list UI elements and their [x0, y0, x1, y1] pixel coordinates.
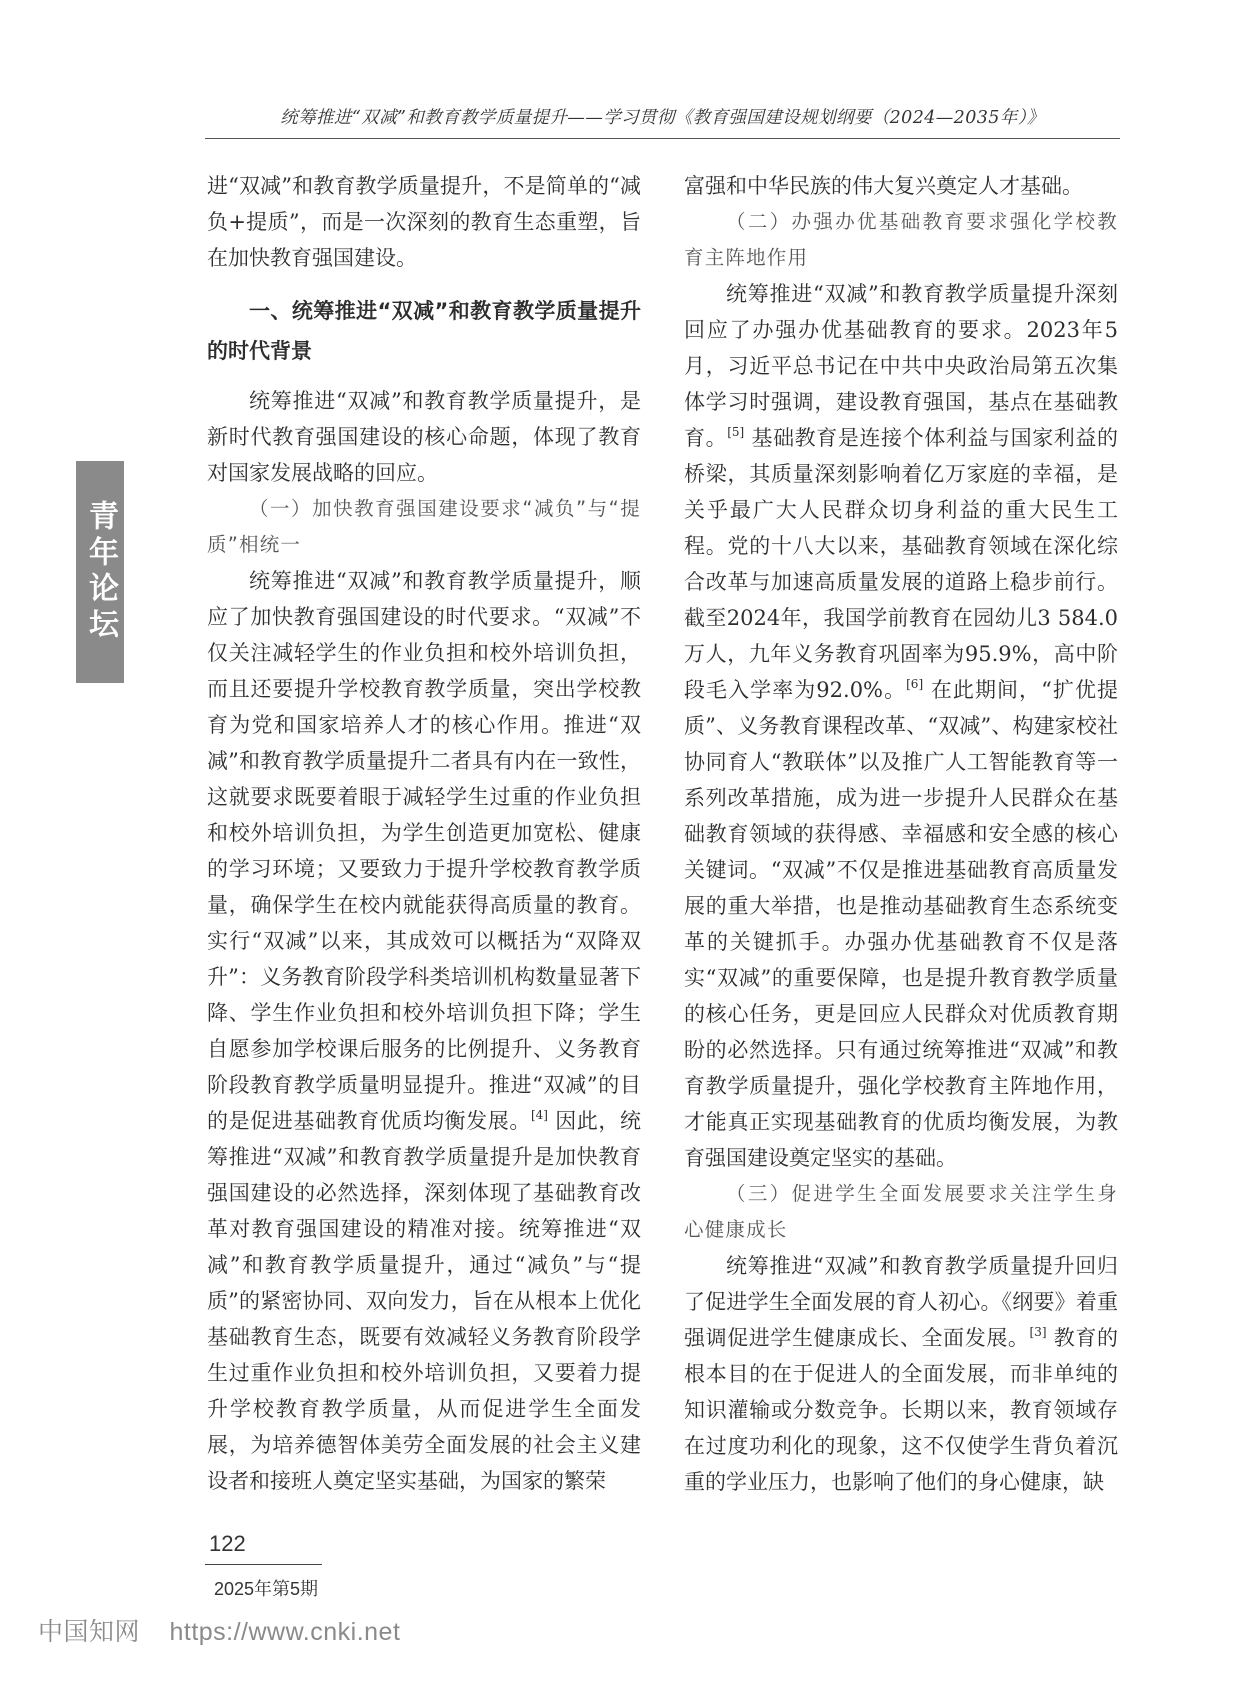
paragraph-text: 统筹推进“双减”和教育教学质量提升深刻回应了办强办优基础教育的要求。2023年5月，习近平总书记在中共中央政治局第五次集体学习时强调，建设教育强国，基点在基础教育。: [684, 282, 1118, 450]
citation-marker: [5]: [727, 425, 745, 439]
paragraph-text: 因此，统筹推进“双减”和教育教学质量提升是加快教育强国建设的必然选择，深刻体现了基础教育改革对教育强国建设的精准对接。统筹推进“双减”和教育教学质量提升，通过“减负”与“提质”的紧密协同、双向发力，旨在从根本上优化基础教育生态，既要有效减轻义务教育阶段学生过重作业负担和校外培训负担，又要着力提升学校教育教学质量，从而促进学生全面发展，为培养德智体美劳全面发展的社会主义建设者和接班人奠定坚实基础，为国家的繁荣: [207, 1109, 641, 1493]
issue-label: 2025年第5期: [214, 1579, 319, 1599]
left-column: [207, 168, 641, 1499]
header-rule: [205, 138, 1120, 139]
section-side-tab: [76, 461, 124, 683]
paragraph-text: 统筹推进“双减”和教育教学质量提升，顺应了加快教育强国建设的时代要求。“双减”不仅关注减轻学生的作业负担和校外培训负担，而且还要提升学校教育教学质量，突出学校教育为党和国家培养人才的核心作用。推进“双减”和教育教学质量提升二者具有内在一致性，这就要求既要着眼于减轻学生过重的作业负担和校外培训负担，为学生创造更加宽松、健康的学习环境；又要致力于提升学校教育教学质量，确保学生在校内就能获得高质量的教育。实行“双减”以来，其成效可以概括为“双降双升”：义务教育阶段学科类培训机构数量显著下降、学生作业负担和校外培训负担下降；学生自愿参加学校课后服务的比例提升、义务教育阶段教育教学质量明显提升。推进“双减”的目的是促进基础教育优质均衡发展。: [207, 569, 641, 1133]
body-paragraph: 统筹推进“双减”和教育教学质量提升，是新时代教育强国建设的核心命题，体现了教育对国家发展战略的回应。: [207, 389, 641, 485]
right-column: [684, 168, 1118, 1500]
watermark-url: https://www.cnki.net: [169, 1618, 401, 1646]
footer-rule: [205, 1564, 322, 1565]
intro-paragraph: 进“双减”和教育教学质量提升，不是简单的“减负+提质”，而是一次深刻的教育生态重塑，旨在加快教育强国建设。: [207, 174, 641, 270]
subsection-heading: （一）加快教育强国建设要求“减负”与“提质”相统一: [207, 497, 641, 556]
paragraph-text: 教育的根本目的在于促进人的全面发展，而非单纯的知识灌输或分数竞争。长期以来，教育领域存在过度功利化的现象，这不仅使学生背负着沉重的学业压力，也影响了他们的身心健康，缺: [684, 1326, 1118, 1494]
citation-marker: [3]: [1029, 1325, 1047, 1339]
paragraph-text: 在此期间，“扩优提质”、义务教育课程改革、“双减”、构建家校社协同育人“教联体”以及推广人工智能教育等一系列改革措施，成为进一步提升人民群众在基础教育领域的获得感、幸福感和安全感的核心关键词。“双减”不仅是推进基础教育高质量发展的重大举措，也是推动基础教育生态系统变革的关键抓手。办强办优基础教育不仅是落实“双减”的重要保障，也是提升教育教学质量的核心任务，更是回应人民群众对优质教育期盼的必然选择。只有通过统筹推进“双减”和教育教学质量提升，强化学校教育主阵地作用，才能真正实现基础教育的优质均衡发展，为教育强国建设奠定坚实的基础。: [684, 678, 1118, 1170]
citation-marker: [4]: [530, 1108, 548, 1122]
section-heading: 一、统筹推进“双减”和教育教学质量提升的时代背景: [207, 299, 641, 363]
watermark-brand: 中国知网: [38, 1618, 141, 1646]
paragraph-text: 基础教育是连接个体利益与国家利益的桥梁，其质量深刻影响着亿万家庭的幸福，是关乎最广大人民群众切身利益的重大民生工程。党的十八大以来，基础教育领域在深化综合改革与加速高质量发展的道路上稳步前行。截至2024年，我国学前教育在园幼儿3 584.0万人，九年义务教育巩固率为95.9%，高中阶段毛入学率为92.0%。: [684, 426, 1118, 702]
continued-paragraph: 富强和中华民族的伟大复兴奠定人才基础。: [684, 174, 1083, 198]
subsection-heading: （三）促进学生全面发展要求关注学生身心健康成长: [684, 1182, 1118, 1241]
body-paragraph: [684, 276, 1118, 1176]
subsection-heading: （二）办强办优基础教育要求强化学校教育主阵地作用: [684, 210, 1118, 269]
paragraph-text: 统筹推进“双减”和教育教学质量提升回归了促进学生全面发展的育人初心。《纲要》着重强调促进学生健康成长、全面发展。: [684, 1254, 1118, 1350]
side-tab-label: 青年论坛: [83, 500, 118, 644]
body-paragraph: [207, 563, 641, 1499]
cnki-watermark: [38, 1612, 400, 1648]
running-title: 统筹推进“双减”和教育教学质量提升——学习贯彻《教育强国建设规划纲要（2024—2035年）》: [280, 108, 1045, 128]
citation-marker: [6]: [906, 677, 924, 691]
body-paragraph: [684, 1248, 1118, 1500]
page-number: 122: [209, 1531, 246, 1556]
